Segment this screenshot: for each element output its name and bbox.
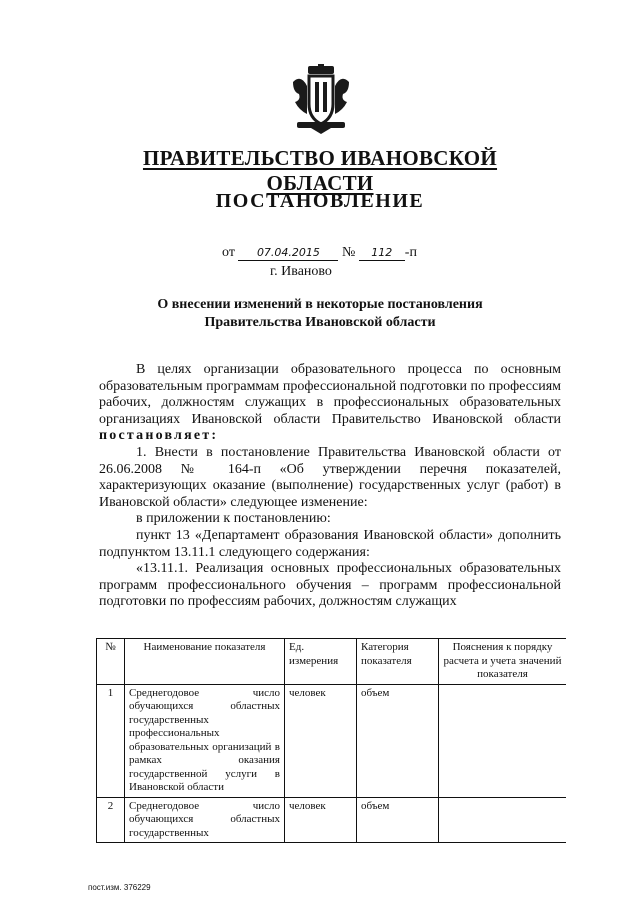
row-notes <box>439 797 567 843</box>
paragraph-text: В целях организации образовательного процесса по основным образовательным программам профессиональной подготовки по профессиям рабочих, должностям служащих в профессиональных образовательных организациях Ивановской области Правительство Ивановской области <box>99 362 561 427</box>
body-paragraph: 1. Внести в постановление Правительства Ивановской области от 26.06.2008 № 164-п «Об утверждении перечня показателей, характеризующих оказание (выполнение) государственных услуг (работ) в Ивановской области» следующее изменение: <box>99 444 561 510</box>
document-date: 07.04.2015 <box>238 246 338 261</box>
body-paragraph: в приложении к постановлению: <box>136 511 331 527</box>
header-notes: Пояснения к порядку расчета и учета значений показателя <box>439 639 567 685</box>
resolves-keyword: постановляет: <box>99 428 219 444</box>
subject-line: О внесении изменений в некоторые постановления <box>157 297 483 312</box>
header-name: Наименование показателя <box>125 639 285 685</box>
row-name: Среднегодовое число обучающихся областных государственных <box>125 797 285 843</box>
row-category: объем <box>357 684 439 797</box>
date-prefix: от <box>222 245 235 260</box>
indicators-table <box>96 638 566 843</box>
header-num: № <box>97 639 125 685</box>
row-unit: человек <box>285 797 357 843</box>
row-notes <box>439 684 567 797</box>
row-category: объем <box>357 797 439 843</box>
indicators-table-container <box>96 638 566 866</box>
body-paragraph <box>99 362 561 445</box>
header-category: Категория показателя <box>357 639 439 685</box>
document-body <box>99 362 561 611</box>
row-num: 2 <box>97 797 125 843</box>
city: г. Иваново <box>270 264 332 279</box>
government-title: ПРАВИТЕЛЬСТВО ИВАНОВСКОЙ ОБЛАСТИ <box>142 146 498 195</box>
date-number-line <box>222 245 417 261</box>
footer-code: пост.изм. 376229 <box>88 883 151 892</box>
number-prefix: № <box>341 245 356 260</box>
body-paragraph: «13.11.1. Реализация основных профессиональных образовательных программ профессионального обучения – программ профессиональной подготовки по профессиям рабочих, должностям служащих <box>99 561 561 610</box>
row-name: Среднегодовое число обучающихся областных государственных профессиональных образовательных организаций в рамках оказания государственной услуги в Ивановской области <box>125 684 285 797</box>
coat-of-arms-icon <box>291 64 351 134</box>
subject-line: Правительства Ивановской области <box>204 315 436 330</box>
document-subject <box>90 296 550 332</box>
document-type: ПОСТАНОВЛЕНИЕ <box>215 190 425 212</box>
number-suffix: -п <box>404 245 417 260</box>
header-unit: Ед. измерения <box>285 639 357 685</box>
row-num: 1 <box>97 684 125 797</box>
document-number: 112 <box>359 246 405 261</box>
table-row <box>97 797 567 843</box>
row-unit: человек <box>285 684 357 797</box>
table-row <box>97 684 567 797</box>
body-paragraph: пункт 13 «Департамент образования Ивановской области» дополнить подпунктом 13.11.1 следующего содержания: <box>99 527 561 560</box>
table-header-row <box>97 639 567 685</box>
